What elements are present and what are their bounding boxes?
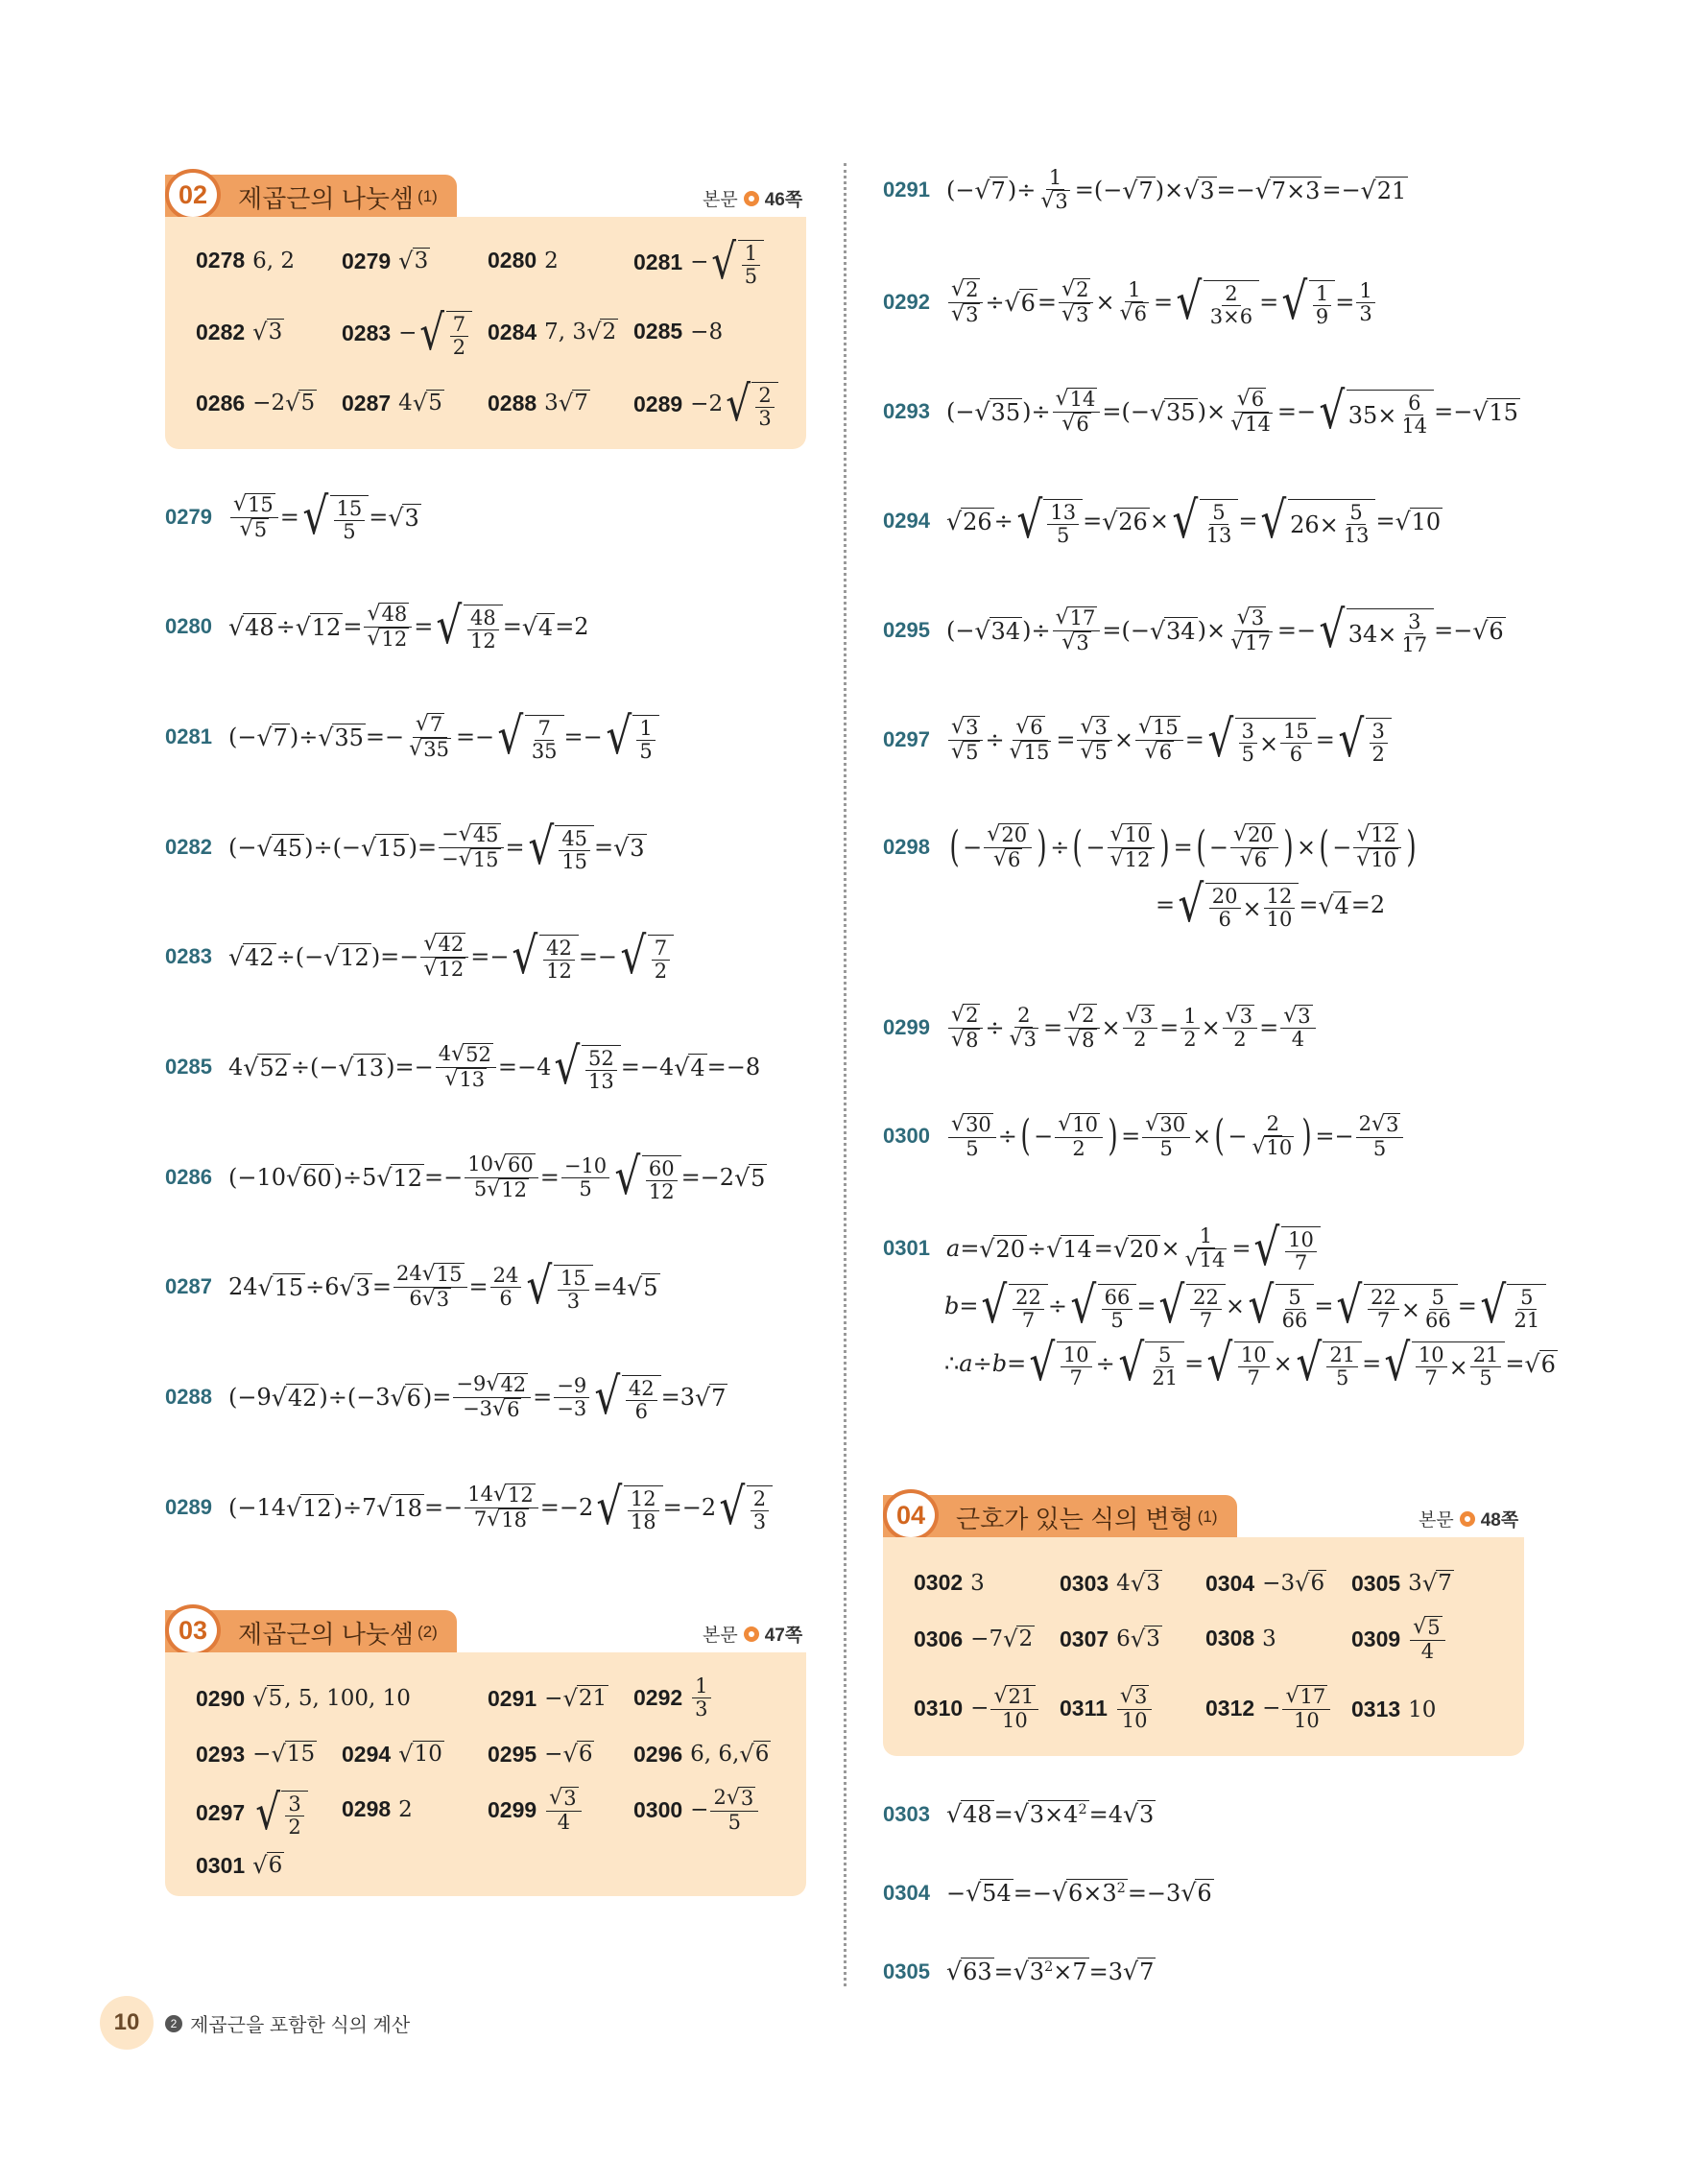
solution-0286: 0286 (−10 √ 60 )÷5 √ 12 =− 10 √ 60 5 √ 12 = $\frac{-10}{5}$ √ $\frac{60}{12}$ =−2 √ 5: [165, 1147, 766, 1206]
solution-0289: 0289 (−14 √ 12 )÷7 √ 18 =− 14 √ 12 7 √ 18 =−2 √ $\frac{12}{18}$ =−2 √ $\frac{2}{3}$: [165, 1482, 773, 1533]
solution-0293: 0293 (− √ 35 )÷ √ 14 √ 6 =(− √ 35 )× √ 6 √ 14 =− √ 35× $\frac{6}{14}$ =− √ 15: [883, 381, 1518, 440]
answer-0286: 0286 −2 √ 5: [196, 390, 316, 416]
answer-0290: 0290 √ 5 , 5, 100, 10: [196, 1685, 411, 1712]
answer-0306: 0306 −7 √ 2: [914, 1626, 1034, 1652]
chapter-number-icon: 2: [165, 2015, 182, 2032]
arrow-circle-icon: [744, 191, 759, 206]
answer-0310: 0310 − √ 21 10: [914, 1685, 1040, 1732]
section-title-sub: (1): [417, 187, 438, 205]
section-title-sub: (2): [417, 1623, 438, 1641]
section-title-text: 제곱근의 나눗셈: [238, 183, 415, 213]
solution-0282: 0282 (− √ 45 )÷(− √ 15 )= − √ 45 − √ 15 = √ $\frac{45}{15}$ = √ 3: [165, 817, 645, 876]
answer-0303: 0303 4 √ 3: [1060, 1570, 1160, 1597]
answer-0293: 0293 − √ 15: [196, 1741, 316, 1768]
answer-0311: 0311 √ 3 10: [1060, 1685, 1154, 1732]
solution-0301-line-c: ∴ a ÷ b = √ $\frac{10}{7}$ ÷ √ $\frac{5}{21}$ = √ $\frac{10}{7}$ × √ $\frac{21}{5}$ = √ $\frac{10}{7}$ × $\frac{21}{5}$ = √ 6: [944, 1334, 1556, 1393]
solution-0301-line-b: b = √ $\frac{22}{7}$ ÷ √ $\frac{66}{5}$ = √ $\frac{22}{7}$ × √ $\frac{5}{66}$ = √ $\frac{22}{7}$ × $\frac{5}{66}$ = √ $\frac{5}{21}$: [944, 1280, 1546, 1332]
answer-0301: 0301 √ 6: [196, 1852, 283, 1879]
solution-0304: 0304 − √ 54 =− √ $6\times 3^2$ =−3 √ 6: [883, 1879, 1212, 1907]
solution-0303: 0303 √ 48 = √ $3\times 4^2$ =4 √ 3: [883, 1800, 1155, 1828]
solution-0285: 0285 4 √ 52 ÷(− √ 13 )=− 4 √ 52 √ 13 =−4 √ $\frac{52}{13}$ =−4 √ 4 =−8: [165, 1036, 761, 1096]
solution-0301-line-a: 0301 a = √ 20 ÷ √ 14 = √ 20 × 1 √ 14 = √ $\frac{10}{7}$: [883, 1223, 1321, 1274]
solution-0298: [883, 822, 1419, 934]
column-divider: [844, 163, 846, 1986]
answer-0297: 0297 √ $\frac{3}{2}$: [196, 1787, 308, 1839]
solution-0294: 0294 √ 26 ÷ √ $\frac{13}{5}$ = √ 26 × √ $\frac{5}{13}$ = √ 26× $\frac{5}{13}$ = √ 10: [883, 490, 1442, 550]
solution-0298-line-2: = √ $\frac{20}{6}$ × $\frac{12}{10}$ = √ 4 =2: [1156, 874, 1386, 934]
answer-0288: 0288 3 √ 7: [488, 390, 588, 416]
section-04-header: [883, 1493, 1237, 1541]
solution-0297: 0297 √ 3 √ 5 ÷ √ 6 √ 15 = √ 3 √ 5 × √ 15 √ 6 = √ $\frac{3}{5}$ × $\frac{15}{6}$ = √ $\frac{3}{2}$: [883, 714, 1392, 766]
answer-0285: 0285 −8: [633, 319, 724, 344]
answer-0305: 0305 3 √ 7: [1351, 1570, 1452, 1597]
solution-0288: 0288 (−9 √ 42 )÷(−3 √ 6 )= −9 √ 42 −3 √ 6 = $\frac{-9}{-3}$ √ $\frac{42}{6}$ =3 √ 7: [165, 1366, 727, 1426]
solution-0292: 0292 √ 2 √ 3 ÷ √ 6 = √ 2 √ 3 × 1 √ 6 = √ $\frac{2}{3\times 6}$ = √ $\frac{1}{9}$ = $\frac{1}{3}$: [883, 276, 1377, 328]
answer-0294: 0294 √ 10: [342, 1741, 442, 1768]
answer-0304: 0304 −3 √ 6: [1205, 1570, 1325, 1597]
solution-0299: 0299 √ 2 √ 8 ÷ 2 √ 3 = √ 2 √ 8 × √ 3 2 = $\frac{1}{2}$ × √ 3 2 = √ 3 4: [883, 1004, 1318, 1052]
answer-0282: 0282 √ 3: [196, 319, 283, 345]
section-number: 03: [165, 1604, 221, 1656]
answer-0308: 0308 3: [1205, 1626, 1276, 1651]
section-title-sub: (1): [1197, 1507, 1218, 1526]
answer-0278: 0278 6, 2: [196, 248, 296, 273]
arrow-circle-icon: [744, 1626, 759, 1642]
answer-0291: 0291 − √ 21: [488, 1685, 608, 1712]
section-03-ref: [703, 1621, 802, 1647]
solution-0300: 0300 √ 30 5 ÷ ( − √ 10 2 ) = √ 30 5 × ( − 2 √ 10 ) =− 2 √ 3 5: [883, 1113, 1405, 1160]
solution-0283: 0283 √ 42 ÷(− √ 12 )=− √ 42 √ 12 =− √ $\frac{42}{12}$ =− √ $\frac{7}{2}$: [165, 931, 674, 983]
answer-0296: 0296 6, 6, √ 6: [633, 1741, 770, 1768]
solution-0287: 0287 24 √ 15 ÷6 √ 3 = 24 √ 15 6 √ 3 = $\frac{24}{6}$ √ $\frac{15}{3}$ =4 √ 5: [165, 1256, 658, 1316]
section-04-ref: [1419, 1506, 1518, 1531]
answer-0298: 0298 2: [342, 1796, 413, 1822]
answer-0287: 0287 4 √ 5: [342, 390, 442, 416]
answer-0302: 0302 3: [914, 1570, 985, 1596]
answer-0280: 0280 2: [488, 248, 559, 273]
answer-0313: 0313 10: [1351, 1697, 1437, 1722]
solution-0295: 0295 (− √ 34 )÷ √ 17 √ 3 =(− √ 34 )× √ 3 √ 17 =− √ 34× $\frac{3}{17}$ =− √ 6: [883, 600, 1504, 659]
ref-page: 48쪽: [1480, 1510, 1519, 1531]
section-03-header: [165, 1608, 457, 1656]
section-number: 04: [883, 1489, 939, 1541]
section-title-text: 근호가 있는 식의 변형: [956, 1504, 1194, 1533]
ref-page: 46쪽: [764, 190, 803, 210]
answer-0281: 0281 − √ $\frac{1}{5}$: [633, 236, 764, 288]
ref-label: 본문: [1419, 1510, 1454, 1531]
answer-0284: 0284 7, 3 √ 2: [488, 319, 617, 345]
section-number: 02: [165, 169, 221, 221]
ref-page: 47쪽: [764, 1626, 803, 1646]
answer-0292: 0292 $\frac{1}{3}$: [633, 1675, 713, 1721]
answer-0279: 0279 √ 3: [342, 248, 429, 274]
page-number: 10: [100, 1996, 154, 2050]
answer-0295: 0295 − √ 6: [488, 1741, 593, 1768]
solution-0281: 0281 (− √ 7 )÷ √ 35 =− √ 7 √ 35 =− √ $\frac{7}{35}$ =− √ $\frac{1}{5}$: [165, 711, 659, 763]
section-title-text: 제곱근의 나눗셈: [238, 1619, 415, 1649]
answer-0283: 0283 − √ $\frac{7}{2}$: [342, 307, 472, 359]
section-02-header: [165, 173, 457, 221]
solution-0298-line-1: 0298 ( − √ 20 √ 6 ) ÷ ( − √ 10 √ 12 ) = ( − √ 20 √ 6 ) × ( − √ 12 √ 10 ): [883, 822, 1417, 872]
chapter-title: 제곱근을 포함한 식의 계산: [190, 2015, 411, 2036]
answer-0312: 0312 − √ 17 10: [1205, 1685, 1332, 1732]
section-02-ref: [703, 185, 802, 211]
answer-0300: 0300 − 2 √ 3 5: [633, 1787, 760, 1834]
answer-0289: 0289 −2 √ $\frac{2}{3}$: [633, 378, 778, 430]
chapter-footer: [165, 2009, 410, 2037]
answer-0307: 0307 6 √ 3: [1060, 1626, 1160, 1652]
solution-0305: 0305 √ 63 = √ $3^2\times 7$ =3 √ 7: [883, 1958, 1155, 1985]
ref-label: 본문: [703, 190, 738, 210]
answer-0309: 0309 √ 5 4: [1351, 1616, 1447, 1663]
ref-label: 본문: [703, 1626, 738, 1646]
solution-0279: 0279 √ 15 √ 5 = √ $\frac{15}{5}$ = √ 3: [165, 487, 419, 546]
answer-0299: 0299 √ 3 4: [488, 1787, 584, 1834]
solution-0301: [883, 1218, 1558, 1393]
solution-0280: 0280 √ 48 ÷ √ 12 = √ 48 √ 12 = √ $\frac{48}{12}$ = √ 4 =2: [165, 596, 589, 655]
arrow-circle-icon: [1460, 1511, 1475, 1527]
solution-0291: 0291 (− √ 7 )÷ 1 √ 3 =(− √ 7 )× √ 3 =− √ 7×3 =− √ 21: [883, 166, 1407, 214]
